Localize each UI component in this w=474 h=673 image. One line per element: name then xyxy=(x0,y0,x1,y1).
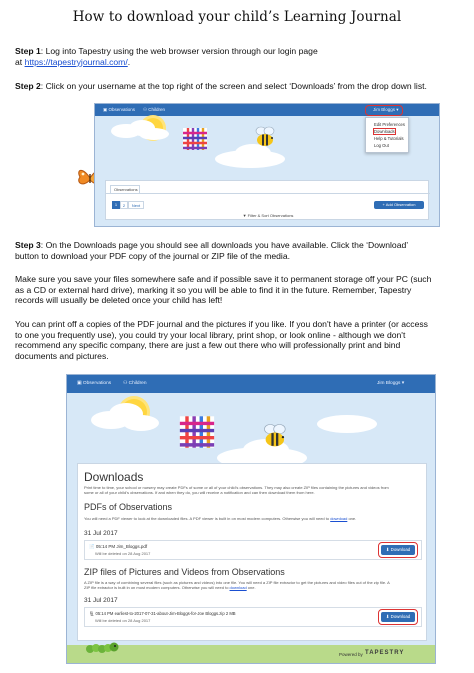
screenshot-tapestry-menu xyxy=(94,103,440,227)
step3-paragraph xyxy=(15,240,463,261)
print-line4: documents and pictures. xyxy=(15,350,109,361)
step2-paragraph xyxy=(15,81,463,92)
pdf-viewer-download-link[interactable]: download xyxy=(330,516,348,521)
save-line3: records will usually be deleted once your child has left! xyxy=(15,295,223,306)
caterpillar-icon xyxy=(85,641,119,655)
pdf-date: 31 Jul 2017 xyxy=(84,530,118,537)
zip-file-name: 🗜 05:14 PM earliest-to-2017-07-31-about-Jim-Bloggs-for-Joe Bloggs.zip 2 MB xyxy=(89,611,236,616)
observations-panel xyxy=(105,180,429,220)
step2-label: Step 2 xyxy=(15,81,41,91)
step3-label: Step 3 xyxy=(15,240,41,250)
print-line3: recommend any specific company, there are just a few out there who will professionally print and bind xyxy=(15,340,401,351)
zip-section-heading: ZIP files of Pictures and Videos from Observations xyxy=(84,567,285,577)
nav-children[interactable]: ⚇ Children xyxy=(123,381,147,386)
user-menu-toggle[interactable]: Jim Bloggs ▾ xyxy=(373,107,399,112)
downloads-panel xyxy=(77,463,427,641)
zip-extractor-download-link[interactable]: download xyxy=(229,585,247,590)
save-files-paragraph xyxy=(15,274,463,306)
highlight-pdf-download xyxy=(378,542,418,558)
print-line1: You can print off a copies of the PDF journal and the pictures if you like. If you don't have a printer (or access xyxy=(15,319,428,329)
step1-prefix: at xyxy=(15,56,25,67)
downloads-heading: Downloads xyxy=(84,470,144,484)
print-paragraph xyxy=(15,319,463,361)
add-observation-button[interactable]: + Add Observation xyxy=(374,201,424,209)
top-navbar xyxy=(67,375,435,393)
pagination-next[interactable]: Next xyxy=(128,201,144,209)
cloud-icon xyxy=(123,415,159,431)
step1-suffix: . xyxy=(127,56,131,67)
pdf-note: You will need a PDF viewer to look at the downloaded files. A PDF viewer is built in on most modern computers. Otherwise you will need to download one. xyxy=(84,516,357,521)
nav-observations[interactable]: ▣ Observations xyxy=(103,107,136,112)
step3-line2: button to download your PDF copy of the journal or ZIP file of the media. xyxy=(15,250,290,261)
pdf-section-heading: PDFs of Observations xyxy=(84,502,173,512)
tapestry-brand: TAPESTRY xyxy=(365,650,405,656)
pagination-page-2[interactable]: 2 xyxy=(120,201,128,209)
powered-by-text: Powered by xyxy=(339,652,363,657)
bee-icon xyxy=(261,423,291,449)
menu-item-log-out[interactable]: Log Out xyxy=(374,143,389,148)
highlight-username xyxy=(365,105,403,116)
bee-icon xyxy=(253,126,279,148)
cloud-icon xyxy=(317,415,377,433)
nav-observations[interactable]: ▣ Observations xyxy=(77,381,112,386)
tapestry-weave-logo xyxy=(177,413,217,451)
zip-note: A ZIP file is a way of combining several files (such as pictures and videos) into one file. You will need a ZIP file extractor to get the pictures and video files out of the zip file. A ZIP file extractor is built in on most modern computers. Otherwise you will need to download one. xyxy=(84,580,390,590)
downloads-intro: Print time to time, your school or nursery may create PDFs of some or all of your child's observations. They may also create ZIP files containing the pictures and videos from some or all of your child's observations. If and when they do, you will receive a notification and can then download them from here. xyxy=(84,485,389,495)
menu-item-downloads[interactable]: Downloads xyxy=(374,129,395,134)
step1-label: Step 1 xyxy=(15,46,41,56)
menu-item-edit-preferences[interactable]: Edit Preferences xyxy=(374,122,405,127)
pdf-file-name: 📄 05:14 PM Jim_Bloggs.pdf xyxy=(89,544,148,549)
user-menu-toggle[interactable]: Jim Bloggs ▾ xyxy=(377,381,405,386)
highlight-zip-download xyxy=(378,609,418,625)
cloud-icon xyxy=(139,128,169,140)
tapestry-login-link[interactable]: https://tapestryjournal.com/ xyxy=(24,56,128,67)
tapestry-weave-logo xyxy=(181,126,209,152)
screenshot-downloads-page xyxy=(66,374,436,664)
page-title: How to download your child’s Learning Journal xyxy=(72,9,402,25)
step2-text: : Click on your username at the top right of the screen and select ‘Downloads’ from the drop down list. xyxy=(40,81,427,91)
filter-sort-toggle[interactable]: ▼ Filter & Sort Observations xyxy=(242,213,294,218)
menu-item-help[interactable]: Help & Tutorials xyxy=(374,136,404,141)
pagination-current[interactable]: 1 xyxy=(112,201,120,209)
print-line2: to one you frequently use), you could try your local library, print shop, or look online - although we don't xyxy=(15,329,406,340)
zip-deleted-note: Will be deleted on 28 Aug 2017 xyxy=(95,618,151,623)
user-dropdown-menu xyxy=(365,117,409,153)
zip-date: 31 Jul 2017 xyxy=(84,597,118,604)
pdf-download-button[interactable]: ⬇ Download xyxy=(381,545,415,555)
zip-download-button[interactable]: ⬇ Download xyxy=(381,612,415,622)
step1-paragraph xyxy=(15,46,463,67)
pdf-file-row xyxy=(84,540,422,560)
save-line1: Make sure you save your files somewhere safe and if possible save it to permanent storage off your PC (such xyxy=(15,274,432,284)
tab-divider xyxy=(106,193,430,194)
tab-observations[interactable]: Observations xyxy=(110,185,140,193)
nav-children[interactable]: ⚇ Children xyxy=(143,107,166,112)
step1-text: : Log into Tapestry using the web browser version through our login page xyxy=(40,46,318,56)
save-line2: as a CD or external hard drive), marking it so you will be able to find it in the future. Remember, Tapestry xyxy=(15,284,412,295)
pdf-deleted-note: Will be deleted on 28 Aug 2017 xyxy=(95,551,151,556)
zip-file-row xyxy=(84,607,422,627)
step3-line1: : On the Downloads page you should see all downloads you have available. Click the ‘Download’ xyxy=(40,240,409,250)
